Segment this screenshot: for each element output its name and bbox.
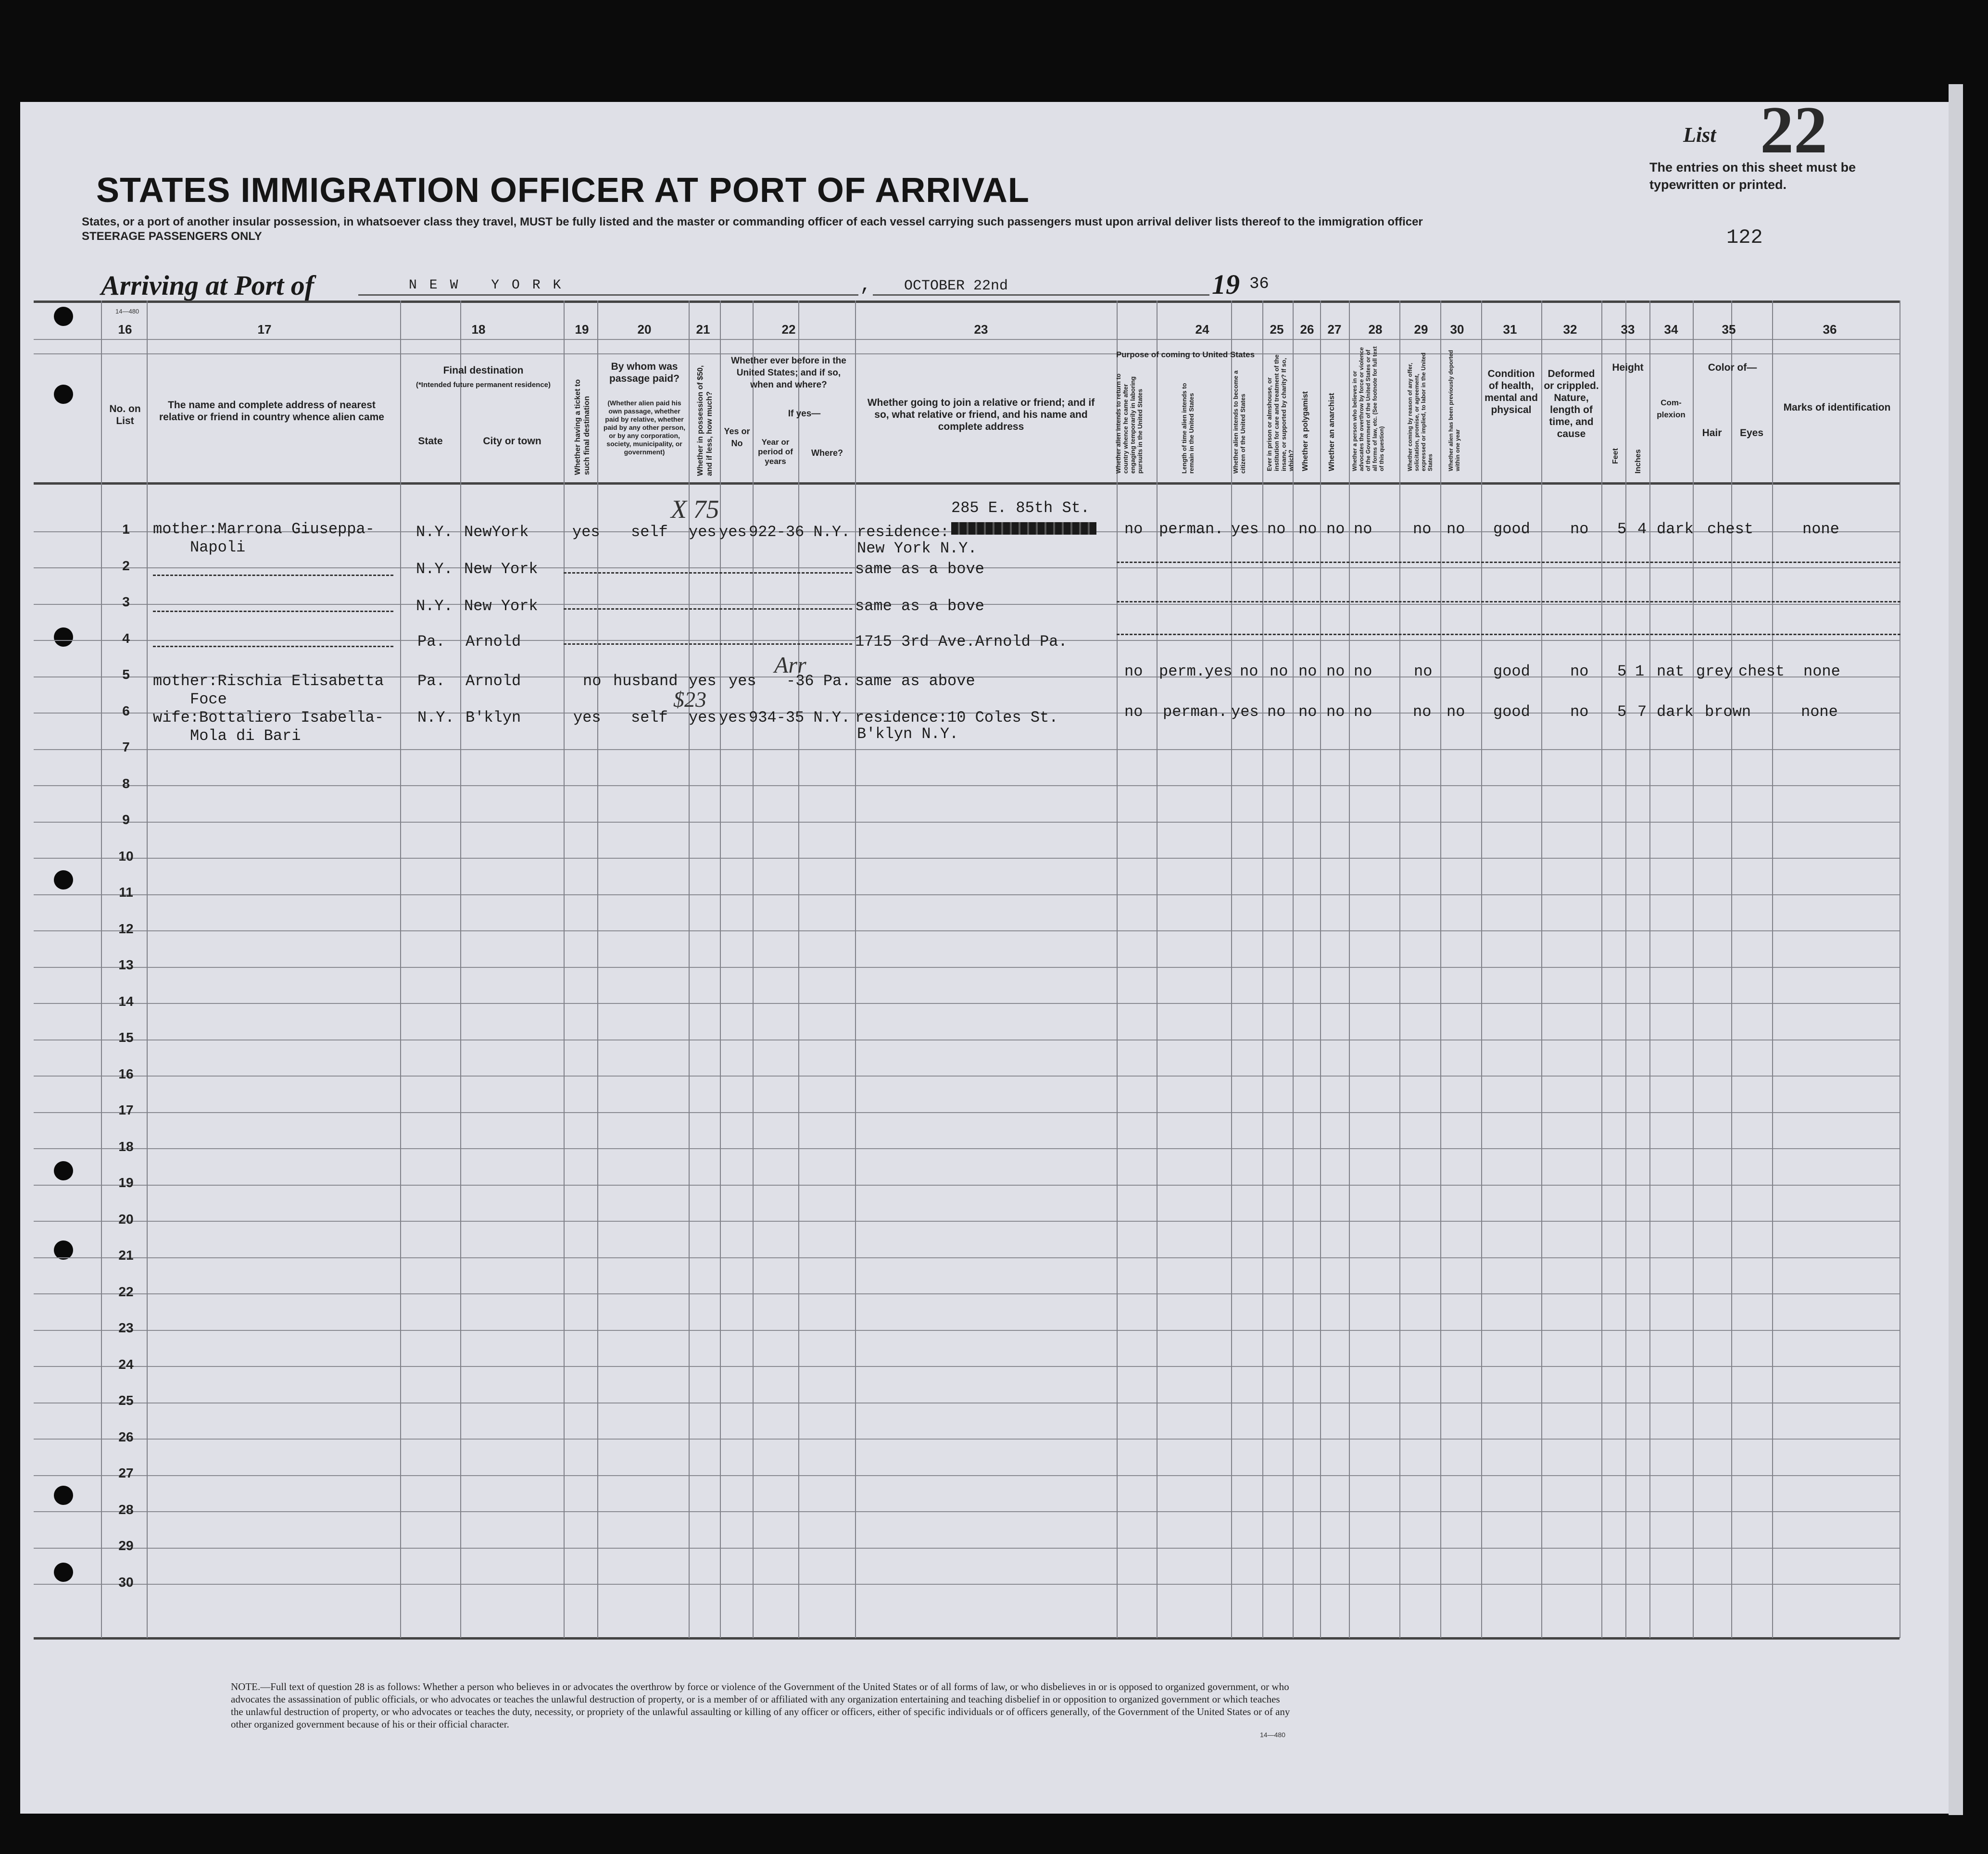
col-num-28: 28 xyxy=(1368,322,1383,337)
hdr-hair: Hair xyxy=(1702,427,1722,438)
punch-hole xyxy=(54,1563,73,1582)
r5-relative: mother:Rischia Elisabetta xyxy=(153,672,384,690)
r4-joining: 1715 3rd Ave.Arnold Pa. xyxy=(855,633,1068,651)
r5-feet: 5 xyxy=(1617,663,1627,680)
r5-citizen: yes xyxy=(1205,663,1233,680)
col-num-30: 30 xyxy=(1450,322,1464,337)
hdr-if-yes: If yes— xyxy=(788,409,821,419)
table-top-rule xyxy=(34,301,1900,303)
hdr-inches: Inches xyxy=(1634,449,1642,474)
col-num-20: 20 xyxy=(637,322,652,337)
hdr-before: Whether ever before in the United States; and if so, when and where? xyxy=(731,356,846,390)
row-rule xyxy=(34,1185,1900,1186)
r1-joining2: New York N.Y. xyxy=(857,539,977,557)
column-rule xyxy=(1293,301,1294,1638)
row-number: 25 xyxy=(118,1393,134,1408)
hdr-final-destination: Final destination xyxy=(443,365,524,376)
row-number: 28 xyxy=(118,1502,134,1517)
column-rule xyxy=(855,301,856,1638)
r6-q29: no xyxy=(1413,703,1432,721)
row-rule xyxy=(34,1511,1900,1512)
r6-hair-eyes: brown xyxy=(1705,703,1751,721)
r5-inches: 1 xyxy=(1635,663,1645,680)
hdr-purpose-a: Whether alien intends to return to country whence he came after engaging temporarily in laboring pursuits in the United States xyxy=(1115,373,1144,474)
sheet-number: 122 xyxy=(1726,226,1763,249)
row-number: 3 xyxy=(122,594,130,609)
r1-deformed: no xyxy=(1570,520,1589,538)
date-underline xyxy=(873,294,1209,296)
r2-state: N.Y. xyxy=(416,560,453,578)
r6-before: yes xyxy=(719,709,747,727)
hdr-q29: Whether coming by reason of any offer, solicitation, promise, or agreement, expressed or implied, to labor in the United States xyxy=(1407,352,1434,471)
r1-q26: no xyxy=(1298,520,1317,538)
r6-joining: residence:10 Coles St. xyxy=(855,709,1058,727)
r3-city: New York xyxy=(464,597,538,615)
row-number: 14 xyxy=(118,994,134,1009)
r5-length: perm. xyxy=(1159,663,1206,680)
row-number: 15 xyxy=(118,1030,134,1045)
row-number: 5 xyxy=(122,667,130,682)
hdr-color-of: Color of— xyxy=(1708,362,1757,373)
r6-paid-by: self xyxy=(631,709,668,727)
hdr-prison: Ever in prison or almshouse, or institution for care and treatment of the insane, or supported by charity? If so, which? xyxy=(1266,354,1295,471)
col-num-22: 22 xyxy=(781,322,796,337)
r5-q26: no xyxy=(1270,663,1288,680)
r4-state: Pa. xyxy=(417,633,445,651)
list-label: List xyxy=(1683,123,1716,147)
hdr-q30: Whether alien has been previously deported within one year xyxy=(1447,350,1461,471)
footnote: NOTE.—Full text of question 28 is as follows: Whether a person who believes in or advocates the overthrow by force or violence of the Government of the United States or of all forms of law, or who disbelieves in or is opposed to organized government, or who advocates the assassination of public officials, or who advocates or teaches the unlawful destruction of property, or is a member of or affiliated with any organization entertaining and teaching disbelief in or opposition to organized government or which teaches the unlawful destruction of property, or who advocates or teaches the duty, necessity, or propriety of the unlawful assaulting or killing of any officer or officers, either of specific individuals or of officers generally, of the Government of the United States or of any other organized government because of his or their official character. xyxy=(231,1681,1290,1730)
column-rule xyxy=(101,301,102,1638)
r2-joining: same as a bove xyxy=(855,560,984,578)
date-value: OCTOBER 22nd xyxy=(904,278,1008,294)
r1-feet: 5 xyxy=(1617,520,1627,538)
r1-intent: no xyxy=(1124,520,1143,538)
hdr-ticket: Whether having a ticket to such final destination xyxy=(574,379,591,475)
row-rule xyxy=(34,1221,1900,1222)
row-number: 20 xyxy=(118,1212,134,1227)
r6-fifty: yes xyxy=(689,709,717,727)
row-rule xyxy=(34,967,1900,968)
r5-city: Arnold xyxy=(466,672,521,690)
r5-q30: no xyxy=(1414,663,1433,680)
r3-state: N.Y. xyxy=(416,597,453,615)
hdr-purpose: Purpose of coming to United States xyxy=(1116,350,1255,359)
r5-paid-by: husband xyxy=(613,672,678,690)
header-bottom-rule xyxy=(34,482,1900,485)
r5-relative2: Foce xyxy=(190,690,227,708)
hdr-final-destination-note: (*Intended future permanent residence) xyxy=(415,381,551,389)
r5-years-where: -36 Pa. xyxy=(786,672,851,690)
row-number: 30 xyxy=(118,1575,134,1590)
hdr-relative: The name and complete address of nearest relative or friend in country whence alien came xyxy=(159,400,384,423)
arriving-label: Arriving at Port of xyxy=(101,270,315,301)
r1-marks: none xyxy=(1802,520,1839,538)
column-rule xyxy=(1772,301,1773,1638)
hdr-anarchist: Whether an anarchist xyxy=(1328,393,1336,471)
row-rule xyxy=(34,1366,1900,1367)
port-value: NEW YORK xyxy=(409,278,574,293)
column-rule xyxy=(564,301,565,1638)
punch-hole xyxy=(54,1486,73,1505)
row-number: 26 xyxy=(118,1429,134,1444)
r6-years-where: 934-35 N.Y. xyxy=(749,709,851,727)
col-num-23: 23 xyxy=(974,322,988,337)
row-number: 12 xyxy=(118,921,134,936)
column-rule xyxy=(1731,301,1732,1638)
r6-citizen: yes xyxy=(1231,703,1259,721)
r3-ditto-right xyxy=(1117,601,1900,602)
r6-city: B'klyn xyxy=(466,709,521,727)
r1-relative: mother:Marrona Giuseppa- xyxy=(153,520,375,538)
page-edge xyxy=(1949,84,1963,1815)
row-number: 24 xyxy=(118,1357,134,1372)
hdr-year-period: Year or period of years xyxy=(758,438,793,466)
col-num-18: 18 xyxy=(471,322,486,337)
column-rule xyxy=(1693,301,1694,1638)
r5-intent: no xyxy=(1124,663,1143,680)
hdr-marks: Marks of identification xyxy=(1783,402,1891,413)
column-rule xyxy=(1262,301,1263,1638)
r6-length: perman. xyxy=(1163,703,1228,721)
r6-relative2: Mola di Bari xyxy=(190,727,301,745)
r1-city: NewYork xyxy=(464,523,529,541)
column-rule xyxy=(1399,301,1400,1638)
subtitle-line-1: States, or a port of another insular possession, in whatsoever class they travel, MUST be fully listed and the master or commanding officer of each vessel carrying such passengers must upon arrival deliver lists thereof to the immigration officer xyxy=(82,215,1423,228)
r6-q27: no xyxy=(1326,703,1345,721)
r5-joining: same as above xyxy=(855,672,975,690)
row-rule xyxy=(34,822,1900,823)
col-num-29: 29 xyxy=(1414,322,1428,337)
hdr-feet: Feet xyxy=(1611,448,1620,464)
r5-state: Pa. xyxy=(417,672,445,690)
r1-inches: 4 xyxy=(1637,520,1647,538)
column-rule xyxy=(1117,301,1118,1638)
r6-q28: no xyxy=(1354,703,1372,721)
col-num-36: 36 xyxy=(1823,322,1837,337)
row-rule xyxy=(34,1076,1900,1077)
row-rule xyxy=(34,1439,1900,1440)
row-number: 13 xyxy=(118,957,134,972)
row-number: 16 xyxy=(118,1066,134,1081)
row-number: 9 xyxy=(122,812,130,827)
col-num-34: 34 xyxy=(1664,322,1678,337)
column-rule xyxy=(1349,301,1350,1638)
row-number: 23 xyxy=(118,1320,134,1335)
r1-length: perman. xyxy=(1159,520,1224,538)
manifest-sheet xyxy=(20,102,1949,1814)
table-rule xyxy=(34,339,1900,340)
hdr-complexion: Com-plexion xyxy=(1657,398,1686,419)
list-number: 22 xyxy=(1760,93,1827,167)
col-num-16: 16 xyxy=(118,322,132,337)
r4-ditto-relative xyxy=(153,646,393,647)
row-number: 27 xyxy=(118,1466,134,1480)
column-rule xyxy=(460,301,461,1638)
r1-fifty: yes xyxy=(689,523,717,541)
hdr-yes-no: Yes or No xyxy=(724,426,750,448)
row-number: 21 xyxy=(118,1248,134,1263)
comma: , xyxy=(860,275,872,297)
row-rule xyxy=(34,749,1900,750)
row-number: 18 xyxy=(118,1139,134,1154)
r6-inches: 7 xyxy=(1637,703,1647,721)
r1-relative2: Napoli xyxy=(190,539,246,556)
punch-hole xyxy=(54,307,73,326)
column-rule xyxy=(597,301,598,1638)
punch-hole xyxy=(54,627,73,647)
col-num-26: 26 xyxy=(1300,322,1314,337)
hdr-no-on-list: No. on List xyxy=(109,403,141,426)
r5-deformed: no xyxy=(1570,663,1589,680)
hdr-purpose-b: Length of time alien intends to remain in the United States xyxy=(1181,383,1195,474)
r6-q26: no xyxy=(1298,703,1317,721)
column-rule xyxy=(798,301,799,1638)
port-underline xyxy=(358,294,858,296)
row-rule xyxy=(34,1112,1900,1113)
col-num-24: 24 xyxy=(1195,322,1209,337)
r1-q29: no xyxy=(1413,520,1432,538)
r3-ditto-relative xyxy=(153,611,393,612)
r6-q30: no xyxy=(1447,703,1465,721)
hdr-eyes: Eyes xyxy=(1739,427,1764,438)
r6-deformed: no xyxy=(1570,703,1589,721)
row-rule xyxy=(34,1148,1900,1149)
row-number: 6 xyxy=(122,703,130,718)
r1-citizen: yes xyxy=(1231,520,1259,538)
r5-ticket: no xyxy=(583,672,602,690)
row-number: 2 xyxy=(122,558,130,573)
r5-q27: no xyxy=(1298,663,1317,680)
r1-q28: no xyxy=(1354,520,1372,538)
r1-handwritten-note: X 75 xyxy=(671,495,719,524)
r1-complexion: dark xyxy=(1657,520,1694,538)
hdr-passage: By whom was passage paid? xyxy=(609,361,679,384)
r2-ditto-relative xyxy=(153,575,393,576)
r1-health: good xyxy=(1493,520,1530,538)
hdr-fifty: Whether in possession of $50, and if less, how much? xyxy=(696,365,714,476)
punch-hole xyxy=(54,385,73,404)
r6-state: N.Y. xyxy=(417,709,454,727)
hdr-q28: Whether a person who believes in or advocates the overthrow by force or violence of the Government of the United States or of all forms of law, etc. (See footnote for full text of this question) xyxy=(1351,346,1385,471)
r5-complexion: nat xyxy=(1657,663,1685,680)
subtitle-line-2: STEERAGE PASSENGERS ONLY xyxy=(82,230,262,243)
col-num-32: 32 xyxy=(1563,322,1577,337)
column-rule xyxy=(400,301,401,1638)
r1-q25: no xyxy=(1267,520,1286,538)
r5-q28: no xyxy=(1326,663,1345,680)
row-rule xyxy=(34,1003,1900,1004)
column-rule xyxy=(1231,301,1232,1638)
hdr-city: City or town xyxy=(483,436,541,447)
row-number: 19 xyxy=(118,1175,134,1190)
column-rule xyxy=(1601,301,1602,1638)
row-number: 10 xyxy=(118,849,134,864)
row-number: 1 xyxy=(122,522,130,537)
r2-city: New York xyxy=(464,560,538,578)
row-rule xyxy=(34,894,1900,895)
r4-ditto-mid xyxy=(564,643,852,645)
row-rule xyxy=(34,858,1900,859)
col-num-27: 27 xyxy=(1327,322,1342,337)
r5-q29: no xyxy=(1354,663,1372,680)
table-rule xyxy=(34,353,1900,354)
r1-hair-eyes: chest xyxy=(1707,520,1754,538)
row-rule xyxy=(34,930,1900,931)
year-suffix: 36 xyxy=(1249,275,1269,293)
typewritten-instruction: The entries on this sheet must be typewritten or printed. xyxy=(1649,160,1856,192)
col-num-33: 33 xyxy=(1621,322,1635,337)
r3-joining: same as a bove xyxy=(855,597,984,615)
r6-complexion: dark xyxy=(1657,703,1694,721)
punch-hole xyxy=(54,870,73,889)
hdr-height: Height xyxy=(1612,362,1644,373)
row-rule xyxy=(34,1548,1900,1549)
hdr-state: State xyxy=(418,436,443,447)
table-bottom-rule xyxy=(34,1637,1900,1640)
row-rule xyxy=(34,1584,1900,1585)
r1-ticket: yes xyxy=(572,523,600,541)
r1-before: yes xyxy=(719,523,747,541)
row-rule xyxy=(34,1475,1900,1476)
hdr-deformed: Deformed or crippled. Nature, length of time, and cause xyxy=(1544,368,1599,439)
column-rule xyxy=(147,301,148,1638)
r6-ticket: yes xyxy=(573,709,601,727)
page-title: STATES IMMIGRATION OFFICER AT PORT OF ARRIVAL xyxy=(96,171,1030,210)
row-number: 11 xyxy=(119,885,133,900)
r5-hair: grey xyxy=(1696,663,1733,680)
r5-fifty: yes xyxy=(689,672,717,690)
col-num-17: 17 xyxy=(257,322,272,337)
hdr-purpose-c: Whether alien intends to become a citizen of the United States xyxy=(1232,370,1246,474)
r6-health: good xyxy=(1493,703,1530,721)
form-code-bottom: 14—480 xyxy=(1260,1731,1285,1739)
col-num-25: 25 xyxy=(1270,322,1284,337)
header-subtitle xyxy=(82,215,1669,244)
r5-before: yes xyxy=(729,672,756,690)
punch-hole xyxy=(54,1161,73,1180)
r5-health: good xyxy=(1493,663,1530,680)
hdr-health: Condition of health, mental and physical xyxy=(1485,368,1538,415)
row-number: 8 xyxy=(122,776,130,791)
col-num-35: 35 xyxy=(1722,322,1736,337)
r1-struck-out-text xyxy=(951,522,1096,535)
hdr-joining: Whether going to join a relative or friend; and if so, what relative or friend, and his name and complete address xyxy=(867,397,1095,432)
r6-handwritten-note: $23 xyxy=(673,687,706,712)
r5-marks: none xyxy=(1803,663,1840,680)
row-number: 22 xyxy=(118,1284,134,1299)
row-number: 17 xyxy=(118,1102,134,1117)
column-rule xyxy=(1320,301,1321,1638)
form-code-top: 14—480 xyxy=(115,308,139,315)
r6-q25: no xyxy=(1267,703,1286,721)
r1-state: N.Y. xyxy=(416,523,453,541)
r3-ditto-mid xyxy=(564,608,852,610)
r6-joining2: B'klyn N.Y. xyxy=(857,725,959,743)
column-rule xyxy=(1649,301,1650,1638)
r5-handwritten-note: Arr xyxy=(774,652,806,678)
column-rule xyxy=(753,301,754,1638)
r5-eyes: chest xyxy=(1738,663,1785,680)
r6-intent: no xyxy=(1124,703,1143,721)
column-rule xyxy=(1625,301,1626,1638)
r6-marks: none xyxy=(1801,703,1838,721)
r2-ditto-right xyxy=(1117,562,1900,563)
r1-joining-above: 285 E. 85th St. xyxy=(951,499,1090,517)
r2-ditto-mid xyxy=(564,572,852,574)
r6-feet: 5 xyxy=(1617,703,1627,721)
hdr-passage-note: (Whether alien paid his own passage, whether paid by relative, whether paid by any other person, or by any corporation, society, municipality, or government) xyxy=(603,399,686,456)
r5-q25: no xyxy=(1240,663,1258,680)
row-number: 4 xyxy=(122,631,130,646)
r1-years-where: 922-36 N.Y. xyxy=(749,523,851,541)
r1-joining: residence: xyxy=(857,523,950,541)
col-num-19: 19 xyxy=(575,322,589,337)
column-rule xyxy=(1157,301,1158,1638)
hdr-where: Where? xyxy=(811,448,843,458)
col-num-31: 31 xyxy=(1503,322,1517,337)
row-rule xyxy=(34,1330,1900,1331)
column-rule xyxy=(1440,301,1441,1638)
punch-hole xyxy=(54,1240,73,1260)
col-num-21: 21 xyxy=(696,322,710,337)
r6-relative: wife:Bottaliero Isabella- xyxy=(153,709,384,727)
hdr-polygamist: Whether a polygamist xyxy=(1301,391,1309,471)
r4-city: Arnold xyxy=(466,633,521,651)
r1-q30: no xyxy=(1447,520,1465,538)
r4-ditto-right xyxy=(1117,634,1900,635)
year-prefix: 19 xyxy=(1212,269,1240,300)
r1-paid-by: self xyxy=(631,523,668,541)
row-rule xyxy=(34,1293,1900,1294)
column-rule xyxy=(1541,301,1542,1638)
row-rule xyxy=(34,1257,1900,1258)
row-number: 29 xyxy=(118,1538,134,1553)
row-rule xyxy=(34,785,1900,786)
column-rule xyxy=(720,301,721,1638)
column-rule xyxy=(1481,301,1482,1638)
row-number: 7 xyxy=(122,739,130,754)
r1-q27: no xyxy=(1326,520,1345,538)
